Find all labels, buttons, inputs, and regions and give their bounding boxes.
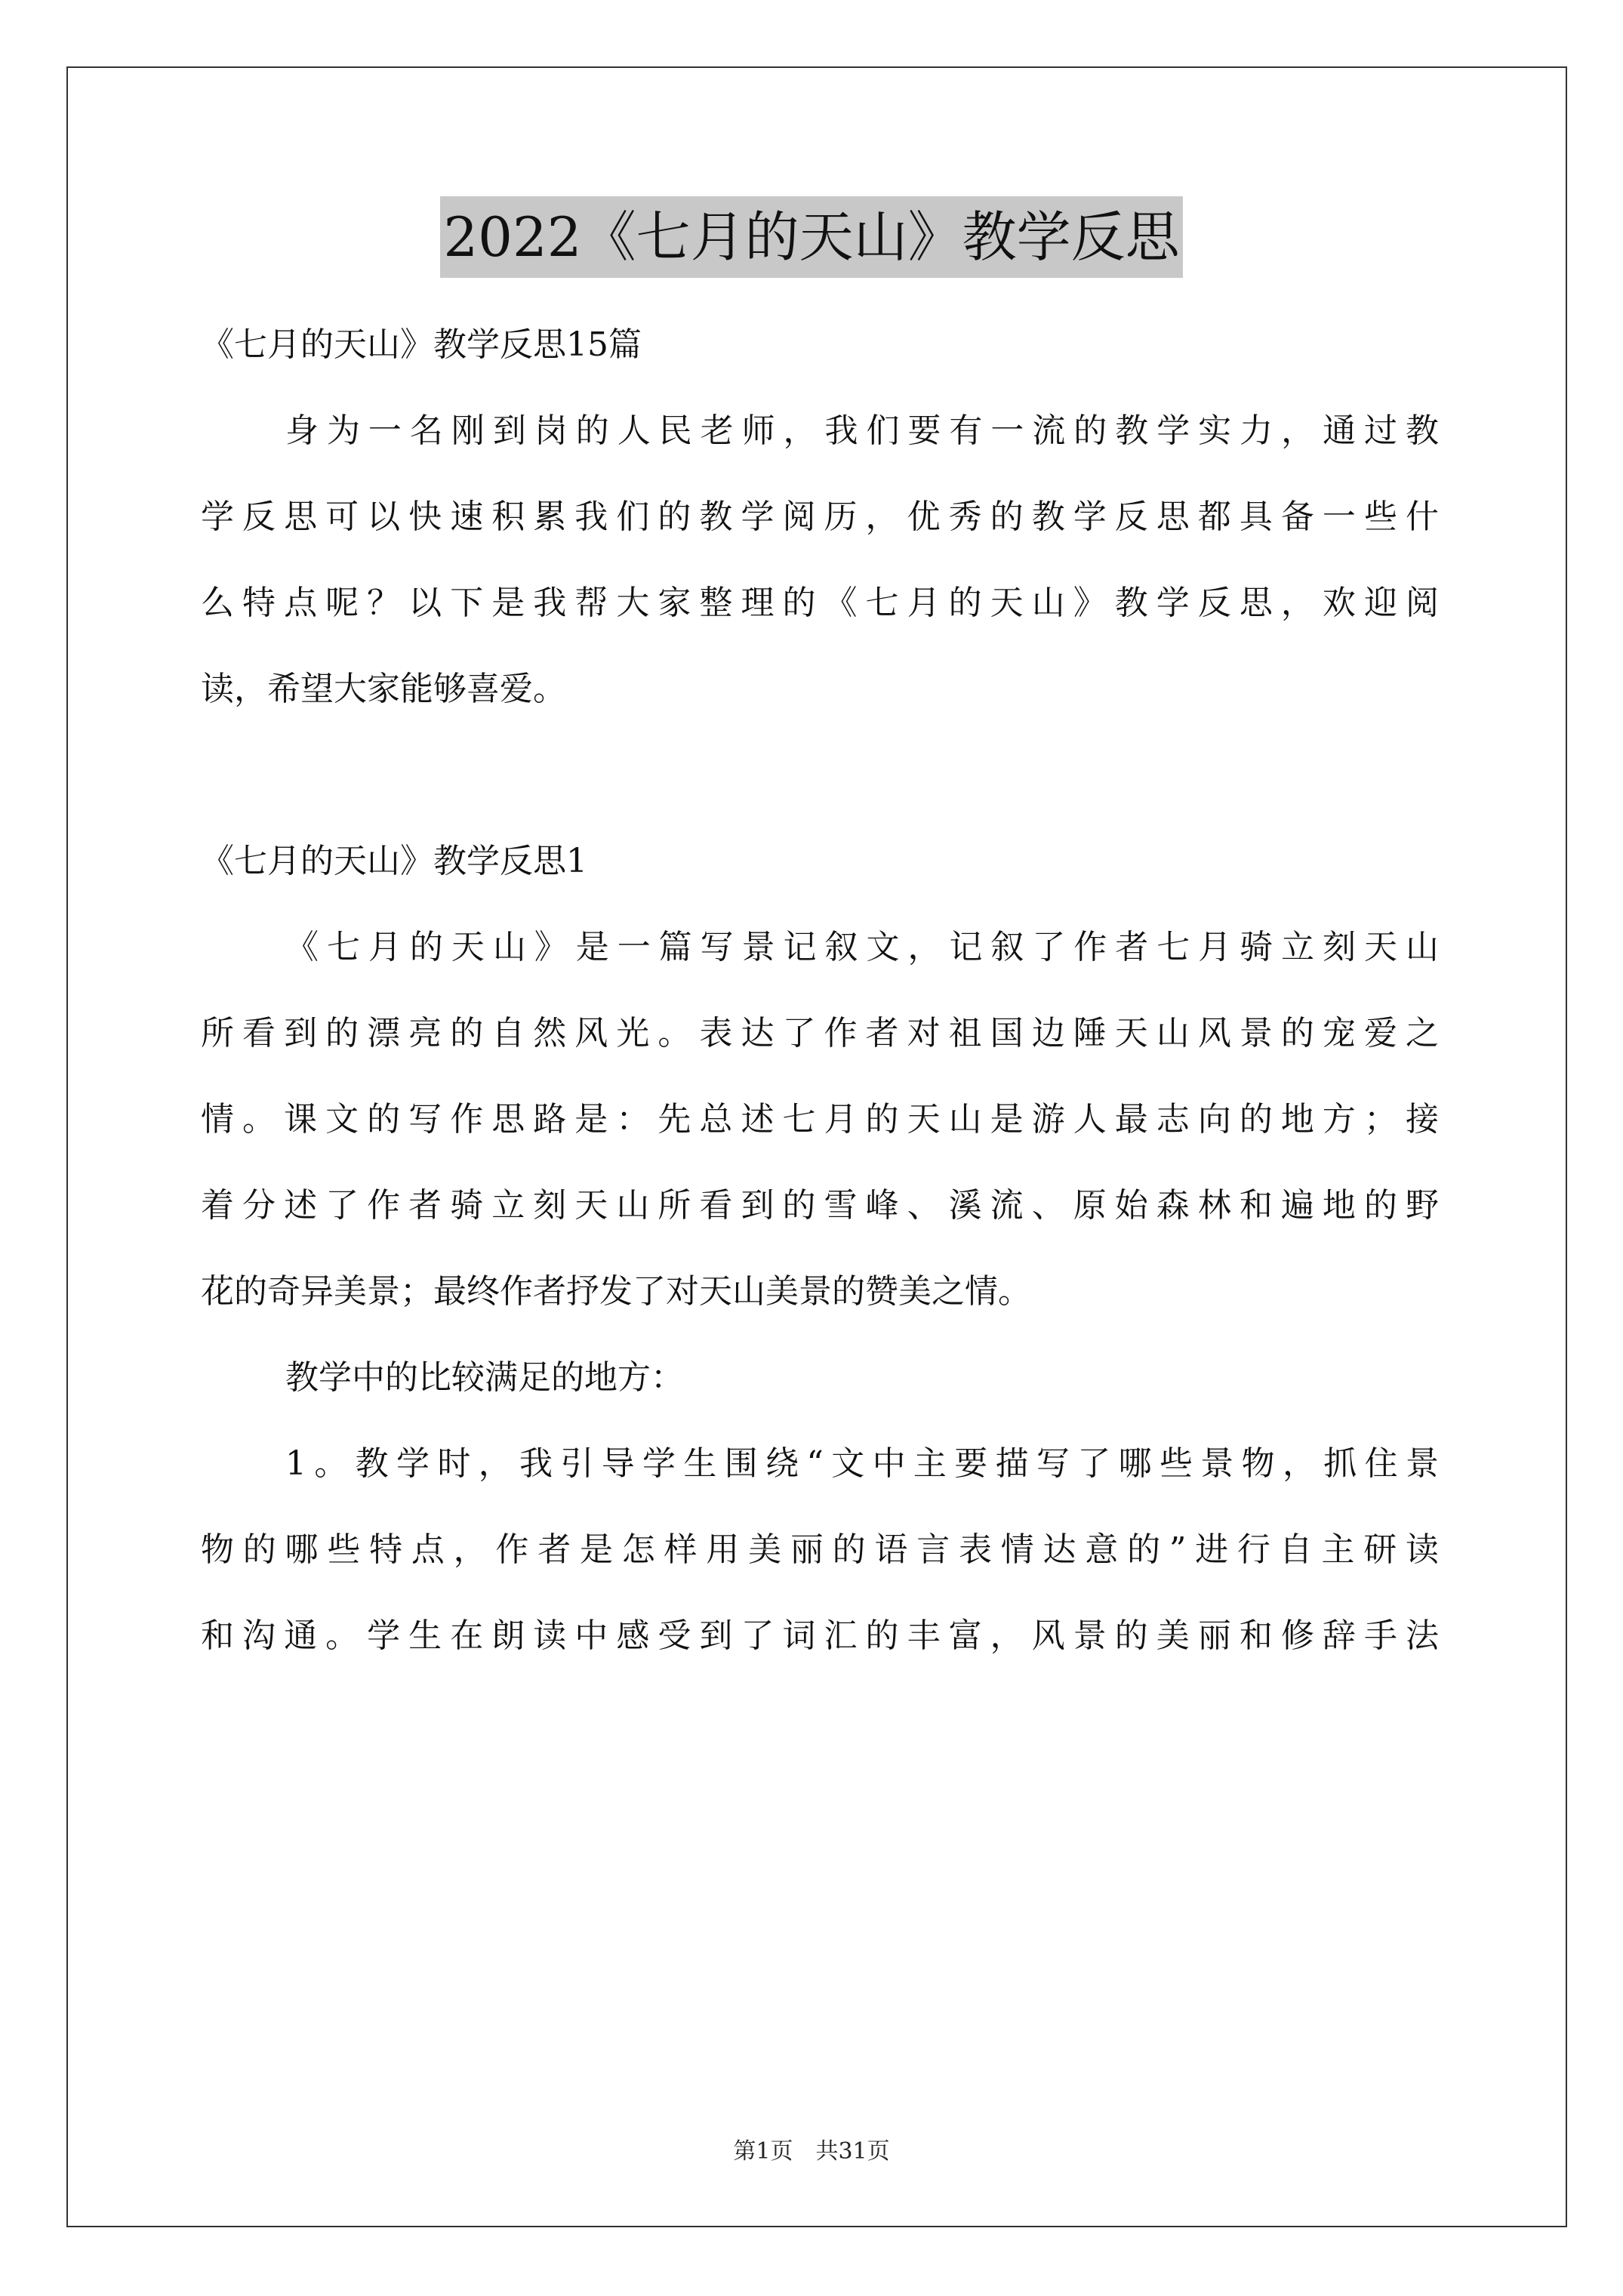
title-wrap [0, 196, 1623, 278]
para1-line-2: 所看到的漂亮的自然风光。表达了作者对祖国边陲天山风景的宠爱之 [201, 1014, 1439, 1052]
para1-line-3: 情。课文的写作思路是：先总述七月的天山是游人最志向的地方；接 [201, 1100, 1439, 1139]
para1-line-1: 《七月的天山》是一篇写景记叙文，记叙了作者七月骑立刻天山 [285, 928, 1439, 966]
para1-line-5: 花的奇异美景；最终作者抒发了对天山美景的赞美之情。 [201, 1272, 1031, 1311]
subtitle: 《七月的天山》教学反思15篇 [201, 325, 642, 364]
para3-line-1: 1。教学时，我引导学生围绕“文中主要描写了哪些景物，抓住景 [285, 1444, 1439, 1483]
page-footer: 第1页 共31页 [733, 2138, 890, 2165]
intro-line-4: 读，希望大家能够喜爱。 [201, 670, 566, 708]
para3-line-2: 物的哪些特点，作者是怎样用美丽的语言表情达意的”进行自主研读 [201, 1530, 1439, 1569]
document-body [201, 302, 1439, 1679]
document-title: 2022《七月的天山》教学反思 [440, 196, 1182, 278]
intro-line-1: 身为一名刚到岗的人民老师，我们要有一流的教学实力，通过教 [285, 411, 1439, 450]
intro-line-2: 学反思可以快速积累我们的教学阅历，优秀的教学反思都具备一些什 [201, 498, 1439, 536]
para2-line-1: 教学中的比较满足的地方： [285, 1358, 684, 1397]
section-heading: 《七月的天山》教学反思1 [201, 842, 587, 880]
para3-line-3: 和沟通。学生在朗读中感受到了词汇的丰富，风景的美丽和修辞手法 [201, 1616, 1439, 1655]
para1-line-4: 着分述了作者骑立刻天山所看到的雪峰、溪流、原始森林和遍地的野 [201, 1186, 1439, 1225]
blank-line [201, 732, 1439, 818]
intro-line-3: 么特点呢？以下是我帮大家整理的《七月的天山》教学反思，欢迎阅 [201, 584, 1439, 622]
